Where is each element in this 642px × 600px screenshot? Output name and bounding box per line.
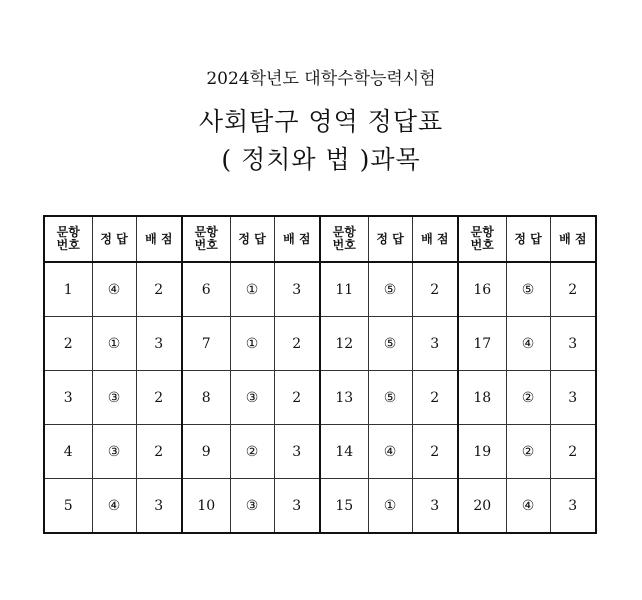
answer-cell: ④: [506, 317, 550, 371]
question-number: 2: [44, 317, 92, 371]
points-cell: 2: [136, 262, 182, 317]
question-number: 14: [320, 425, 368, 479]
points-cell: 2: [412, 371, 458, 425]
answer-cell: ⑤: [368, 317, 412, 371]
question-number: 10: [182, 479, 230, 534]
question-number: 16: [458, 262, 506, 317]
answer-cell: ⑤: [368, 371, 412, 425]
answer-cell: ①: [230, 317, 274, 371]
table-row: [44, 479, 596, 534]
answer-cell: ③: [92, 425, 136, 479]
header-answer: 정 답: [230, 216, 274, 262]
answer-cell: ④: [92, 479, 136, 534]
answer-cell: ③: [230, 371, 274, 425]
question-number: 15: [320, 479, 368, 534]
header-question-number: 문항 번호: [320, 216, 368, 262]
question-number: 4: [44, 425, 92, 479]
table-row: [44, 317, 596, 371]
points-cell: 2: [550, 262, 596, 317]
answer-cell: ⑤: [506, 262, 550, 317]
table-row: [44, 425, 596, 479]
question-number: 6: [182, 262, 230, 317]
points-cell: 3: [550, 371, 596, 425]
header-answer: 정 답: [368, 216, 412, 262]
points-cell: 3: [136, 479, 182, 534]
table-row: [44, 262, 596, 317]
table-header-row: [44, 216, 596, 262]
points-cell: 2: [136, 425, 182, 479]
answer-cell: ①: [92, 317, 136, 371]
answer-cell: ②: [506, 371, 550, 425]
answer-cell: ④: [368, 425, 412, 479]
question-number: 13: [320, 371, 368, 425]
question-number: 5: [44, 479, 92, 534]
points-cell: 3: [550, 479, 596, 534]
points-cell: 3: [136, 317, 182, 371]
header-points: 배 점: [550, 216, 596, 262]
points-cell: 3: [412, 479, 458, 534]
points-cell: 2: [412, 262, 458, 317]
answer-cell: ④: [506, 479, 550, 534]
points-cell: 2: [274, 317, 320, 371]
header-points: 배 점: [274, 216, 320, 262]
answer-cell: ④: [92, 262, 136, 317]
answer-table: [43, 215, 597, 534]
question-number: 19: [458, 425, 506, 479]
page-title: 사회탐구 영역 정답표: [198, 107, 444, 136]
points-cell: 3: [550, 317, 596, 371]
answer-cell: ⑤: [368, 262, 412, 317]
points-cell: 2: [274, 371, 320, 425]
header-question-number: 문항 번호: [44, 216, 92, 262]
answer-cell: ①: [230, 262, 274, 317]
points-cell: 3: [412, 317, 458, 371]
points-cell: 2: [412, 425, 458, 479]
table-row: [44, 371, 596, 425]
header-points: 배 점: [136, 216, 182, 262]
question-number: 7: [182, 317, 230, 371]
answer-cell: ③: [92, 371, 136, 425]
question-number: 17: [458, 317, 506, 371]
answer-cell: ②: [506, 425, 550, 479]
subject-title: ( 정치와 법 )과목: [221, 145, 421, 174]
header-answer: 정 답: [92, 216, 136, 262]
question-number: 20: [458, 479, 506, 534]
points-cell: 3: [274, 262, 320, 317]
question-number: 9: [182, 425, 230, 479]
points-cell: 2: [136, 371, 182, 425]
header-answer: 정 답: [506, 216, 550, 262]
question-number: 11: [320, 262, 368, 317]
points-cell: 3: [274, 479, 320, 534]
header-question-number: 문항 번호: [182, 216, 230, 262]
answer-cell: ③: [230, 479, 274, 534]
question-number: 1: [44, 262, 92, 317]
question-number: 8: [182, 371, 230, 425]
answer-cell: ②: [230, 425, 274, 479]
points-cell: 3: [274, 425, 320, 479]
header-points: 배 점: [412, 216, 458, 262]
question-number: 12: [320, 317, 368, 371]
question-number: 18: [458, 371, 506, 425]
points-cell: 2: [550, 425, 596, 479]
answer-cell: ①: [368, 479, 412, 534]
header-question-number: 문항 번호: [458, 216, 506, 262]
exam-subtitle: 2024학년도 대학수학능력시험: [206, 69, 436, 89]
question-number: 3: [44, 371, 92, 425]
